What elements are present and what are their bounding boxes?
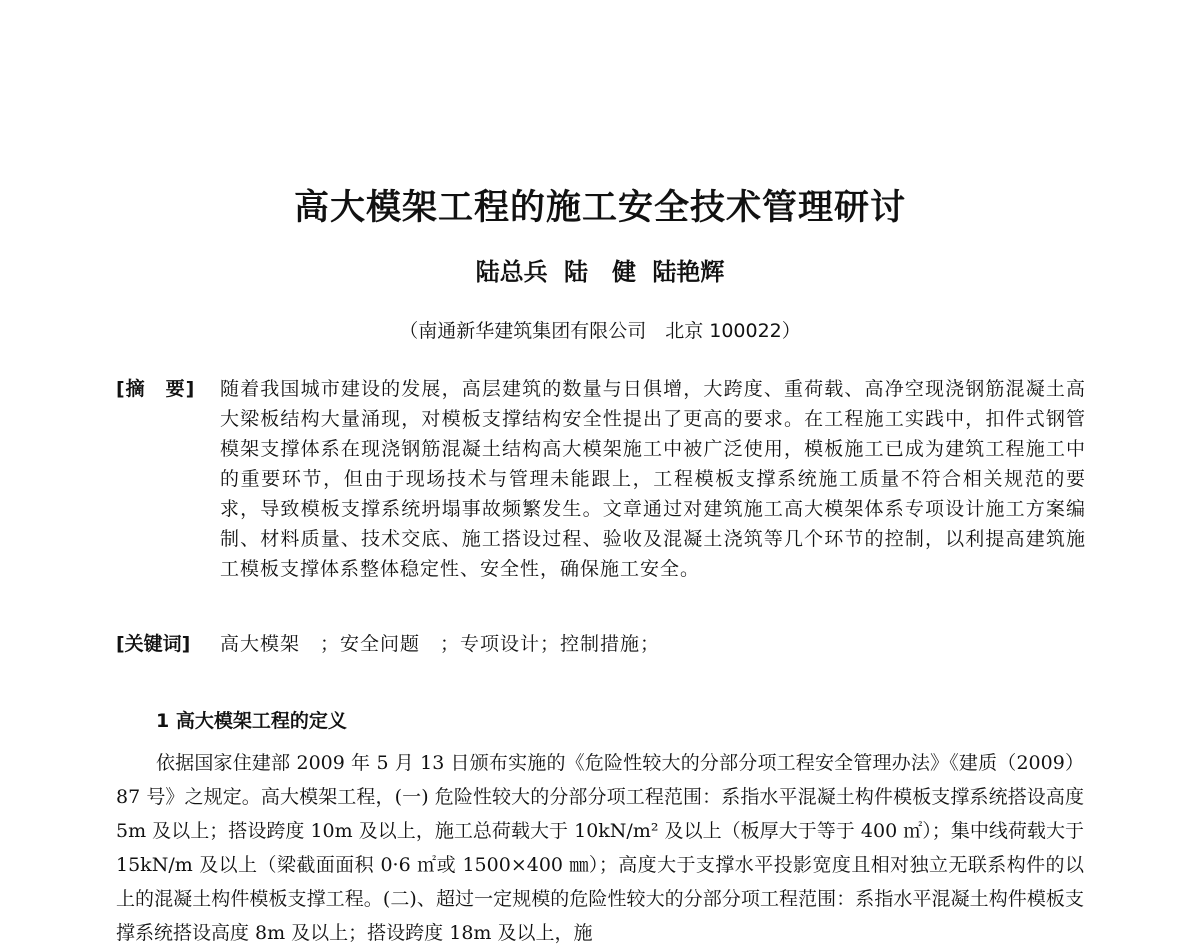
keywords-text: 高大模架 ；安全问题 ；专项设计；控制措施；	[220, 633, 661, 655]
paper-title: 高大模架工程的施工安全技术管理研讨	[293, 187, 906, 228]
body-paragraph: 依据国家住建部 2009 年 5 月 13 日颁布实施的《危险性较大的分部分项工程安全管理办法》《建质（2009）87 号》之规定。高大模架工程，(一) 危险性较大的分部分项工程范围：系指水平混凝土构件模板支撑系统搭设高度 5m 及以上；搭设跨度 10m 及以上，施工总荷载大于 10kN/m² 及以上（板厚大于等于 400 ㎡）；集中线荷载大于 15kN/m 及以上（梁截面面积 0·6 ㎡或 1500×400 ㎜）；高度大于支撑水平投影宽度且相对独立无联系构件的以上的混凝土构件模板支撑工程。(二)、超过一定规模的危险性较大的分部分项工程范围：系指水平混凝土构件模板支撑系统搭设高度 8m 及以上；搭设跨度 18m 及以上，施	[116, 752, 1084, 944]
abstract-text: 随着我国城市建设的发展，高层建筑的数量与日俱增，大跨度、重荷载、高净空现浇钢筋混凝土高大梁板结构大量涌现，对模板支撑结构安全性提出了更高的要求。在工程施工实践中，扣件式钢管模架支撑体系在现浇钢筋混凝土结构高大模架施工中被广泛使用，模板施工已成为建筑工程施工中的重要环节，但由于现场技术与管理未能跟上，工程模板支撑系统施工质量不符合相关规范的要求，导致模板支撑系统坍塌事故频繁发生。文章通过对建筑施工高大模架体系专项设计施工方案编制、材料质量、技术交底、施工搭设过程、验收及混凝土浇筑等几个环节的控制，以利提高建筑施工模板支撑体系整体稳定性、安全性，确保施工安全。	[220, 378, 1086, 580]
section-heading: 1 高大模架工程的定义	[156, 710, 347, 732]
keywords-label: [关键词]	[116, 633, 191, 655]
paper-affiliation: （南通新华建筑集团有限公司 北京 100022）	[399, 320, 801, 342]
paper-authors: 陆总兵 陆 健 陆艳辉	[475, 258, 725, 286]
abstract-label: [摘 要]	[116, 378, 196, 400]
